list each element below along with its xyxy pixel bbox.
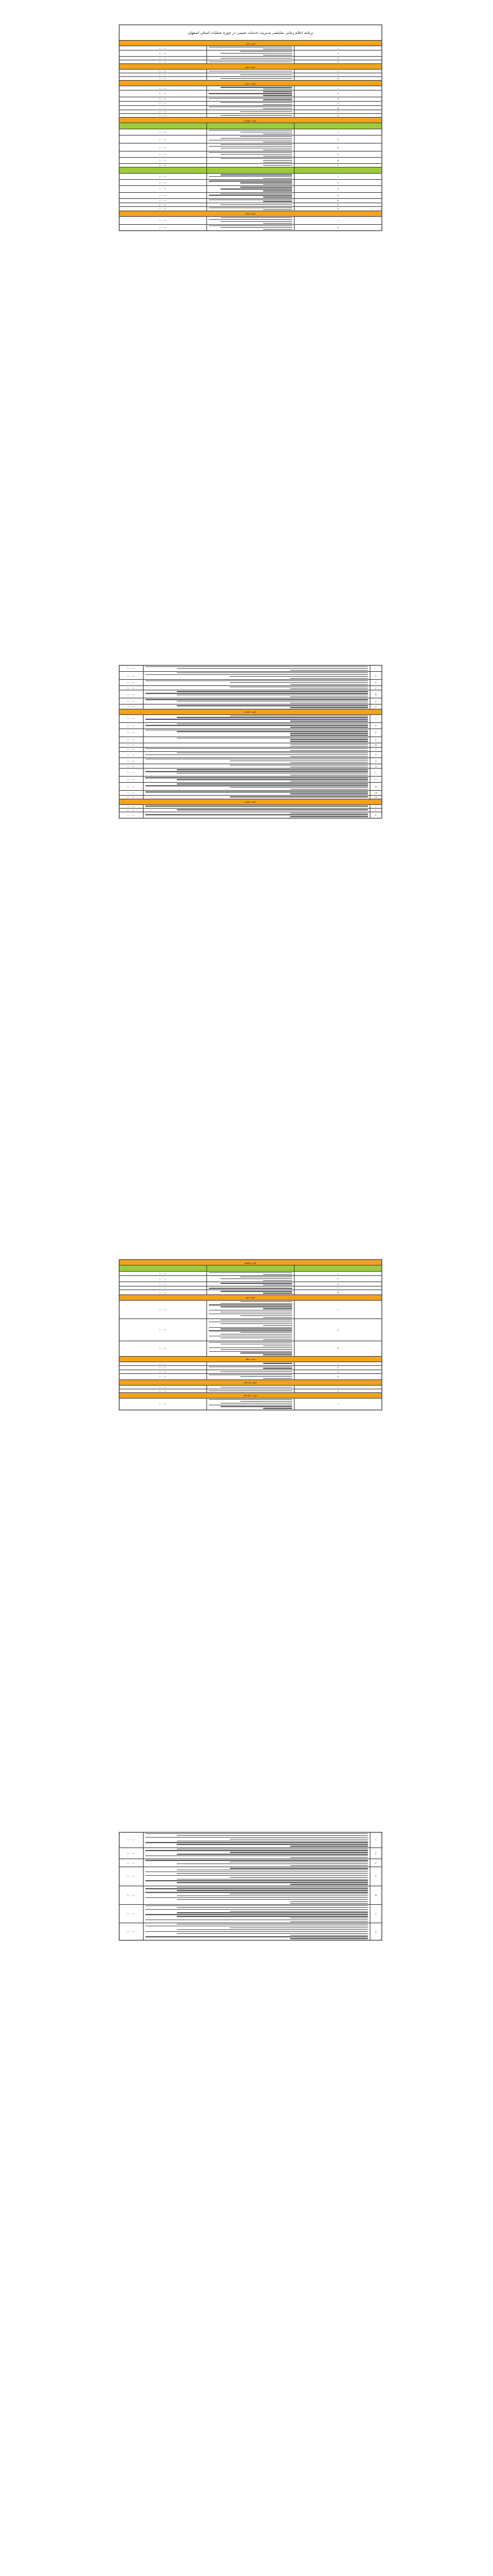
row-count: ۱۰ - ۱۰ — [120, 680, 144, 686]
row-number: ۲ — [370, 1847, 382, 1859]
row-description — [207, 101, 295, 105]
row-number: ۲ — [295, 1318, 382, 1341]
row-count: ۱۰ - ۱۰ — [120, 1365, 207, 1370]
row-number: ۱ — [295, 216, 382, 224]
row-number: ۳ — [295, 186, 382, 192]
table-row — [120, 1341, 382, 1357]
row-description — [207, 224, 295, 230]
row-description — [144, 666, 370, 672]
row-number: ۶ — [370, 698, 382, 705]
row-count: ۱۰ - ۱۰ — [120, 1867, 144, 1886]
row-count: ۱۰ - ۱۰ — [120, 1847, 144, 1859]
row-description — [144, 747, 370, 751]
table-header-cell — [295, 168, 382, 174]
table-row — [120, 1847, 382, 1859]
section-header: حوزه هفتم — [120, 799, 382, 804]
table-row — [120, 812, 382, 818]
row-description — [144, 812, 370, 818]
row-number: ۱ — [295, 46, 382, 50]
row-count: ۱۰ - ۱۰ — [120, 1389, 207, 1392]
table-header-cell — [207, 123, 295, 129]
table-header-cell — [120, 1266, 207, 1272]
row-description — [144, 698, 370, 705]
table-row — [120, 758, 382, 764]
row-number: ۸ — [370, 758, 382, 764]
row-count: ۱۰ - ۱۰ — [120, 1362, 207, 1365]
row-number: ۱۰ — [370, 769, 382, 777]
row-description — [207, 206, 295, 211]
table-row — [120, 50, 382, 57]
row-number: ۵ — [295, 1290, 382, 1294]
row-number: ۱ — [295, 1300, 382, 1318]
row-count: ۱۰ - ۱۰ — [120, 114, 207, 118]
section-header: حوزه دهم — [120, 1356, 382, 1362]
table-header-cell — [120, 123, 207, 129]
table-row — [120, 714, 382, 722]
section-header: حوزه سوم — [120, 81, 382, 86]
row-count: ۱۰ - ۱۰ — [120, 1300, 207, 1318]
section-header: حوزه اول — [120, 41, 382, 46]
row-number: ۴ — [370, 686, 382, 690]
row-number: ۴ — [370, 1867, 382, 1886]
row-description — [207, 91, 295, 97]
row-number: ۲ — [370, 722, 382, 729]
table-row — [120, 1867, 382, 1886]
table-row — [120, 1300, 382, 1318]
table-row — [120, 698, 382, 705]
row-description — [207, 1398, 295, 1410]
row-count: ۱۰ - ۱۰ — [120, 110, 207, 114]
row-number: ۱۲ — [370, 783, 382, 791]
row-description — [144, 1833, 370, 1848]
row-count: ۱۰ - ۱۰ — [120, 722, 144, 729]
row-number: ۳ — [295, 57, 382, 60]
row-count: ۱۰ - ۱۰ — [120, 1318, 207, 1341]
row-number: ۱ — [295, 174, 382, 180]
row-description — [144, 690, 370, 698]
row-number: ۳ — [295, 77, 382, 81]
row-count: ۱۰ - ۱۰ — [120, 224, 207, 230]
row-count: ۱۰ - ۱۰ — [120, 151, 207, 158]
row-description — [144, 783, 370, 791]
row-count: ۱۰ - ۱۰ — [120, 764, 144, 769]
row-description — [207, 158, 295, 164]
table-row — [120, 737, 382, 743]
row-description — [144, 758, 370, 764]
table-row — [120, 86, 382, 91]
row-count: ۱۰ - ۱۰ — [120, 729, 144, 737]
table-row — [120, 686, 382, 690]
table-row — [120, 722, 382, 729]
row-count: ۱۰ - ۱۰ — [120, 198, 207, 203]
document-page — [119, 1259, 382, 1410]
row-count: ۱۰ - ۱۰ — [120, 747, 144, 751]
row-count: ۱۰ - ۱۰ — [120, 46, 207, 50]
table-row — [120, 198, 382, 203]
row-number: ۱ — [295, 129, 382, 135]
row-count: ۱۰ - ۱۰ — [120, 672, 144, 680]
section-header: حوزه دوم — [120, 64, 382, 70]
table-row — [120, 666, 382, 672]
row-count: ۱۰ - ۱۰ — [120, 77, 207, 81]
section-header: حوزه ششم — [120, 709, 382, 714]
row-count: ۱۰ - ۱۰ — [120, 705, 144, 709]
row-count: ۱۰ - ۱۰ — [120, 1923, 144, 1940]
row-count: ۱۰ - ۱۰ — [120, 1282, 207, 1286]
table-row — [120, 1904, 382, 1923]
row-number: ۲ — [370, 808, 382, 812]
row-count: ۱۰ - ۱۰ — [120, 777, 144, 783]
row-description — [144, 743, 370, 747]
row-number: ۶ — [370, 747, 382, 751]
row-number: ۵ — [295, 105, 382, 110]
row-description — [207, 1341, 295, 1357]
row-count: ۱۰ - ۱۰ — [120, 1859, 144, 1867]
row-description — [207, 1276, 295, 1282]
row-description — [207, 151, 295, 158]
row-number: ۵ — [370, 743, 382, 747]
row-number: ۶ — [295, 164, 382, 168]
row-count: ۱۰ - ۱۰ — [120, 808, 144, 812]
row-number: ۴ — [295, 151, 382, 158]
table-row — [120, 105, 382, 110]
row-description — [144, 1867, 370, 1886]
row-description — [144, 1886, 370, 1904]
row-count: ۱۰ - ۱۰ — [120, 1341, 207, 1357]
row-description — [144, 764, 370, 769]
row-description — [144, 680, 370, 686]
row-number: ۶ — [295, 110, 382, 114]
table-row — [120, 752, 382, 758]
table-row — [120, 206, 382, 211]
row-count: ۱۰ - ۱۰ — [120, 812, 144, 818]
row-description — [144, 1859, 370, 1867]
row-description — [144, 791, 370, 795]
table-row — [120, 186, 382, 192]
row-description — [207, 216, 295, 224]
row-count: ۱۰ - ۱۰ — [120, 791, 144, 795]
row-number: ۵ — [370, 1886, 382, 1904]
row-count: ۱۰ - ۱۰ — [120, 143, 207, 151]
row-count: ۱۰ - ۱۰ — [120, 1373, 207, 1379]
row-number: ۳ — [370, 1859, 382, 1867]
row-count: ۱۰ - ۱۰ — [120, 752, 144, 758]
table-row — [120, 1290, 382, 1294]
table-row — [120, 129, 382, 135]
row-count: ۱۰ - ۱۰ — [120, 666, 144, 672]
row-description — [144, 722, 370, 729]
row-number: ۵ — [370, 690, 382, 698]
table-row — [120, 791, 382, 795]
row-description — [207, 50, 295, 57]
row-count: ۱۰ - ۱۰ — [120, 1385, 207, 1389]
row-number: ۴ — [295, 192, 382, 198]
row-count: ۱۰ - ۱۰ — [120, 698, 144, 705]
row-number: ۲ — [295, 1389, 382, 1392]
row-number: ۷ — [370, 1923, 382, 1940]
table-row — [120, 1859, 382, 1867]
row-number: ۷ — [295, 114, 382, 118]
table-row — [120, 729, 382, 737]
table-row — [120, 97, 382, 101]
row-description — [207, 1272, 295, 1276]
table-row — [120, 1318, 382, 1341]
section-header: حوزه دوازدهم — [120, 1392, 382, 1398]
section-header: حوزه هشتم — [120, 1260, 382, 1266]
table-header-cell — [295, 123, 382, 129]
row-number: ۲ — [295, 50, 382, 57]
table-row — [120, 680, 382, 686]
row-description — [207, 1318, 295, 1341]
row-count: ۱۰ - ۱۰ — [120, 1290, 207, 1294]
row-number: ۲ — [295, 91, 382, 97]
table-row — [120, 1276, 382, 1282]
row-description — [144, 672, 370, 680]
row-description — [144, 705, 370, 709]
row-number: ۱ — [370, 804, 382, 808]
row-number: ۳ — [295, 1282, 382, 1286]
row-number: ۵ — [295, 198, 382, 203]
table-row — [120, 101, 382, 105]
document-page — [119, 1832, 382, 1940]
row-count: ۱۰ - ۱۰ — [120, 1904, 144, 1923]
row-number: ۱ — [370, 1833, 382, 1848]
row-count: ۱۰ - ۱۰ — [120, 686, 144, 690]
table-row — [120, 180, 382, 186]
row-number: ۱ — [295, 86, 382, 91]
document-page — [119, 25, 382, 231]
table-row — [120, 46, 382, 50]
row-number: ۱ — [370, 714, 382, 722]
table-row — [120, 777, 382, 783]
row-count: ۱۰ - ۱۰ — [120, 91, 207, 97]
row-number: ۳ — [295, 143, 382, 151]
row-description — [207, 129, 295, 135]
row-count: ۱۰ - ۱۰ — [120, 737, 144, 743]
table-row — [120, 91, 382, 97]
row-number: ۴ — [295, 1373, 382, 1379]
row-count: ۱۰ - ۱۰ — [120, 158, 207, 164]
row-description — [144, 769, 370, 777]
row-count: ۱۰ - ۱۰ — [120, 70, 207, 73]
row-number: ۴ — [295, 1286, 382, 1290]
table-header-cell — [207, 1266, 295, 1272]
row-count: ۱۰ - ۱۰ — [120, 105, 207, 110]
row-description — [207, 198, 295, 203]
row-description — [207, 97, 295, 101]
row-number: ۲ — [370, 672, 382, 680]
row-count: ۱۰ - ۱۰ — [120, 86, 207, 91]
row-number: ۱ — [295, 1385, 382, 1389]
row-number: ۷ — [370, 705, 382, 709]
section-header: حوزه پنجم — [120, 211, 382, 216]
row-number: ۶ — [370, 1904, 382, 1923]
row-count: ۱۰ - ۱۰ — [120, 714, 144, 722]
table-row — [120, 143, 382, 151]
row-description — [207, 180, 295, 186]
row-count: ۱۰ - ۱۰ — [120, 743, 144, 747]
row-description — [207, 1373, 295, 1379]
table-row — [120, 135, 382, 143]
row-description — [207, 105, 295, 110]
table-row — [120, 1365, 382, 1370]
table-row — [120, 192, 382, 198]
row-count: ۱۰ - ۱۰ — [120, 174, 207, 180]
table-row — [120, 1398, 382, 1410]
row-count: ۱۰ - ۱۰ — [120, 164, 207, 168]
row-count: ۱۰ - ۱۰ — [120, 135, 207, 143]
table-row — [120, 158, 382, 164]
row-count: ۱۰ - ۱۰ — [120, 1276, 207, 1282]
row-description — [144, 1847, 370, 1859]
table-row — [120, 1923, 382, 1940]
row-description — [144, 729, 370, 737]
table-row — [120, 705, 382, 709]
table-row — [120, 174, 382, 180]
row-description — [207, 143, 295, 151]
row-count: ۱۰ - ۱۰ — [120, 1370, 207, 1373]
row-description — [144, 737, 370, 743]
row-count: ۱۰ - ۱۰ — [120, 804, 144, 808]
row-count: ۱۰ - ۱۰ — [120, 73, 207, 77]
row-number: ۹ — [370, 764, 382, 769]
section-header: حوزه یازدهم — [120, 1379, 382, 1385]
document-title: برنامه اعلام زمانی نمایشی مدیریت خدمات شیمی در حوزه عملیات استان اصفهان — [120, 25, 382, 41]
row-count: ۱۰ - ۱۰ — [120, 216, 207, 224]
row-description — [207, 1300, 295, 1318]
row-number: ۳ — [370, 680, 382, 686]
row-description — [207, 46, 295, 50]
table-row — [120, 747, 382, 751]
row-count: ۱۰ - ۱۰ — [120, 1286, 207, 1290]
table-row — [120, 769, 382, 777]
row-description — [207, 174, 295, 180]
table-row — [120, 1373, 382, 1379]
row-description — [207, 192, 295, 198]
row-number: ۳ — [370, 812, 382, 818]
section-header: حوزه چهارم — [120, 118, 382, 123]
row-description — [144, 777, 370, 783]
row-count: ۱۰ - ۱۰ — [120, 206, 207, 211]
row-number: ۱ — [295, 1398, 382, 1410]
row-count: ۱۰ - ۱۰ — [120, 758, 144, 764]
table-row — [120, 224, 382, 230]
row-count: ۱۰ - ۱۰ — [120, 60, 207, 64]
table-row — [120, 1886, 382, 1904]
row-number: ۷ — [295, 206, 382, 211]
row-count: ۱۰ - ۱۰ — [120, 1886, 144, 1904]
table-row — [120, 1833, 382, 1848]
row-count: ۱۰ - ۱۰ — [120, 57, 207, 60]
row-number: ۲ — [295, 135, 382, 143]
row-number: ۷ — [370, 752, 382, 758]
table-row — [120, 216, 382, 224]
row-description — [207, 1282, 295, 1286]
row-number: ۱ — [295, 1362, 382, 1365]
row-number: ۲ — [295, 73, 382, 77]
row-count: ۱۰ - ۱۰ — [120, 1272, 207, 1276]
row-number: ۳ — [370, 729, 382, 737]
row-description — [207, 135, 295, 143]
row-description — [144, 686, 370, 690]
row-count: ۱۰ - ۱۰ — [120, 97, 207, 101]
row-description — [207, 1290, 295, 1294]
table-row — [120, 1282, 382, 1286]
row-number: ۱ — [370, 666, 382, 672]
row-number: ۴ — [370, 737, 382, 743]
row-count: ۱۰ - ۱۰ — [120, 690, 144, 698]
document-page — [119, 665, 382, 818]
row-count: ۱۰ - ۱۰ — [120, 129, 207, 135]
table-row — [120, 764, 382, 769]
row-description — [144, 1923, 370, 1940]
row-number: ۱۱ — [370, 777, 382, 783]
row-count: ۱۰ - ۱۰ — [120, 180, 207, 186]
row-number: ۱۳ — [370, 791, 382, 795]
row-count: ۱۰ - ۱۰ — [120, 186, 207, 192]
table-header-cell — [207, 168, 295, 174]
row-number: ۵ — [295, 158, 382, 164]
row-count: ۱۰ - ۱۰ — [120, 192, 207, 198]
row-count: ۱۰ - ۱۰ — [120, 203, 207, 206]
table-row — [120, 690, 382, 698]
row-count: ۱۰ - ۱۰ — [120, 783, 144, 791]
table-header-cell — [295, 1266, 382, 1272]
table-row — [120, 743, 382, 747]
table-row — [120, 672, 382, 680]
row-count: ۱۰ - ۱۰ — [120, 1398, 207, 1410]
row-number: ۲ — [295, 180, 382, 186]
row-description — [207, 186, 295, 192]
row-number: ۳ — [295, 1370, 382, 1373]
row-number: ۳ — [295, 1341, 382, 1357]
row-number: ۶ — [295, 203, 382, 206]
row-count: ۱۰ - ۱۰ — [120, 1833, 144, 1848]
table-row — [120, 151, 382, 158]
row-number: ۴ — [295, 101, 382, 105]
table-row — [120, 1272, 382, 1276]
row-description — [144, 714, 370, 722]
row-number: ۴ — [295, 60, 382, 64]
row-description — [207, 86, 295, 91]
row-count: ۱۰ - ۱۰ — [120, 795, 144, 799]
row-number: ۲ — [295, 224, 382, 230]
row-number: ۱ — [295, 1272, 382, 1276]
table-header-cell — [120, 168, 207, 174]
row-number: ۲ — [295, 1365, 382, 1370]
row-description — [144, 1904, 370, 1923]
row-description — [144, 752, 370, 758]
table-row — [120, 783, 382, 791]
section-header: حوزه نهم — [120, 1294, 382, 1300]
row-number: ۳ — [295, 97, 382, 101]
row-number: ۱ — [295, 70, 382, 73]
row-description — [207, 1365, 295, 1370]
row-count: ۱۰ - ۱۰ — [120, 769, 144, 777]
row-count: ۱۰ - ۱۰ — [120, 50, 207, 57]
row-count: ۱۰ - ۱۰ — [120, 101, 207, 105]
row-number: ۲ — [295, 1276, 382, 1282]
row-number: ۱۴ — [370, 795, 382, 799]
